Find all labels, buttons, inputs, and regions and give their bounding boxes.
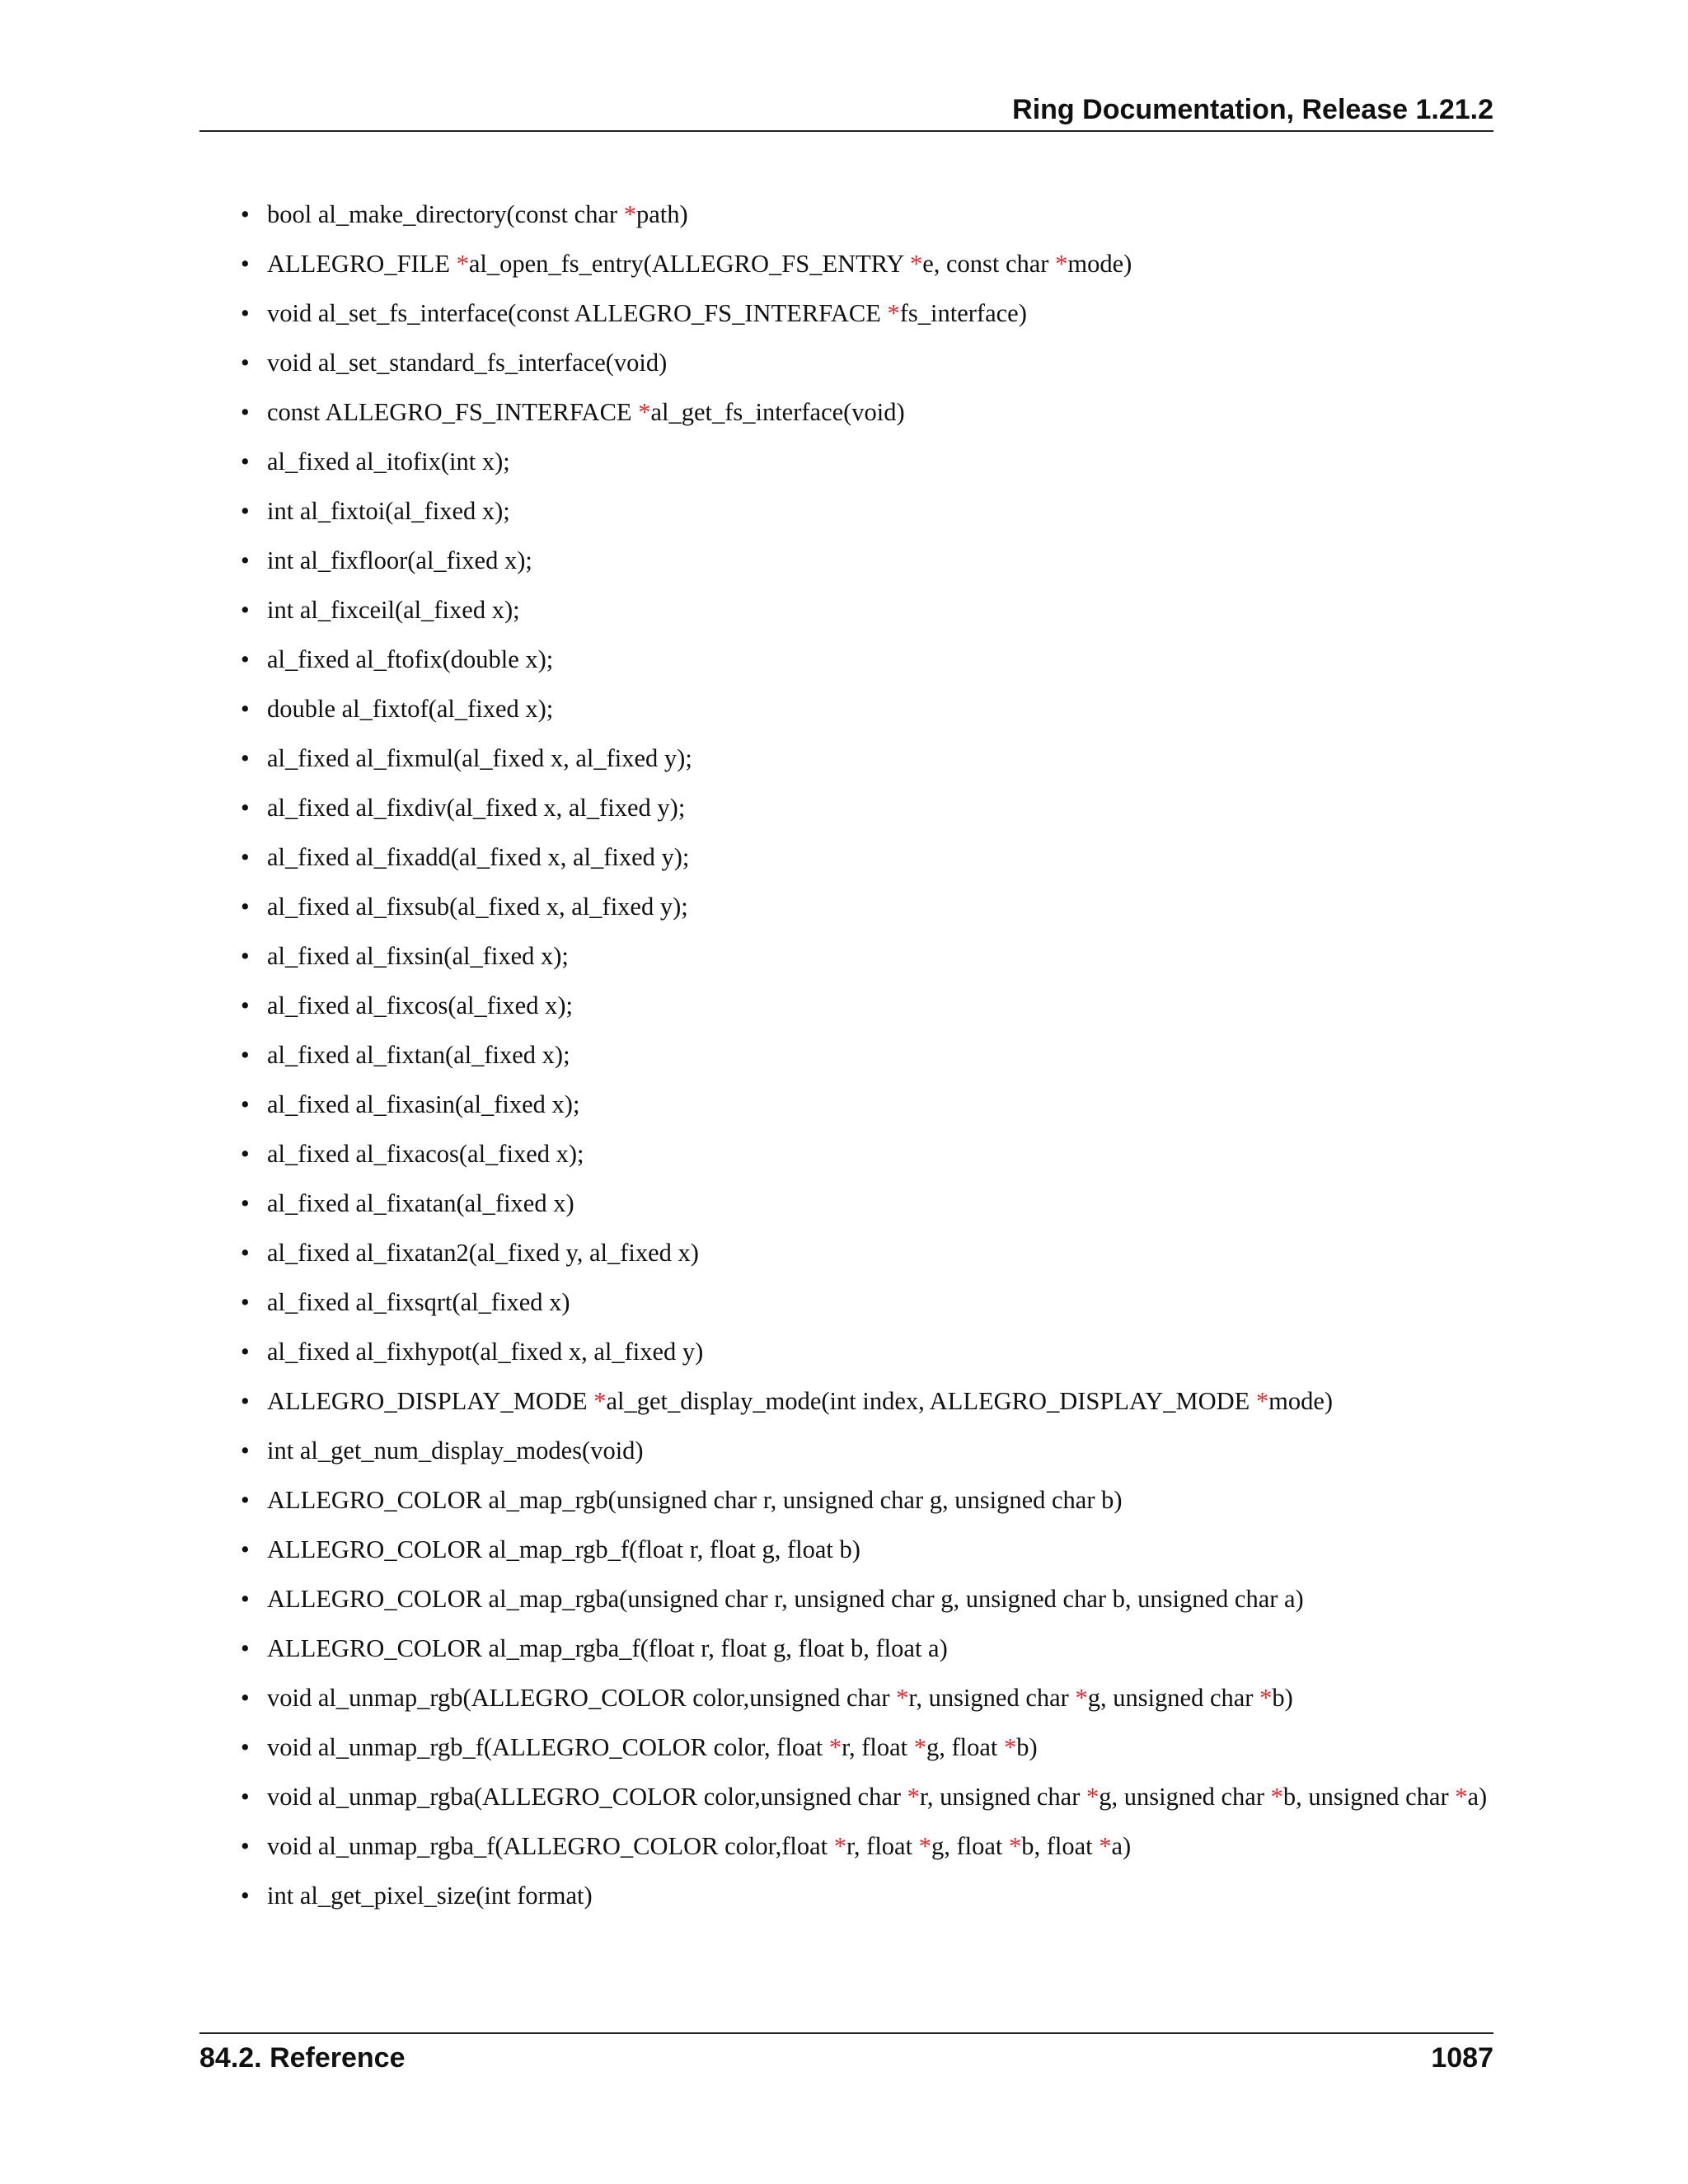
list-item bbox=[241, 791, 1495, 824]
page-number: 1087 bbox=[1431, 2042, 1493, 2074]
bullet-icon: • bbox=[241, 200, 250, 228]
list-item bbox=[241, 1731, 1495, 1764]
list-item bbox=[241, 1236, 1495, 1269]
function-signature: al_fixed al_fixasin(al_fixed x); bbox=[267, 1090, 580, 1118]
pointer-star: * bbox=[638, 398, 651, 426]
list-item bbox=[241, 544, 1495, 577]
function-signature: al_fixed al_fixtan(al_fixed x); bbox=[267, 1041, 570, 1069]
pointer-star: * bbox=[1099, 1832, 1112, 1860]
list-item bbox=[241, 742, 1495, 775]
bullet-icon: • bbox=[241, 1140, 250, 1168]
document-title: Ring Documentation, Release 1.21.2 bbox=[1012, 94, 1493, 125]
bullet-icon: • bbox=[241, 497, 250, 525]
list-item bbox=[241, 247, 1495, 280]
function-signature: int al_fixfloor(al_fixed x); bbox=[267, 546, 532, 574]
bullet-icon: • bbox=[241, 1733, 250, 1761]
function-list bbox=[241, 198, 1495, 1929]
list-item bbox=[241, 1286, 1495, 1319]
bullet-icon: • bbox=[241, 1239, 250, 1267]
list-item bbox=[241, 494, 1495, 527]
pointer-star: * bbox=[1004, 1733, 1017, 1761]
bullet-icon: • bbox=[241, 1041, 250, 1069]
list-item bbox=[241, 890, 1495, 923]
bullet-icon: • bbox=[241, 942, 250, 970]
bullet-icon: • bbox=[241, 1090, 250, 1118]
list-item bbox=[241, 1681, 1495, 1714]
function-signature: void al_unmap_rgb_f(ALLEGRO_COLOR color, float *r, float *g, float *b) bbox=[267, 1733, 1038, 1761]
pointer-star: * bbox=[1259, 1684, 1273, 1712]
list-item bbox=[241, 1335, 1495, 1368]
bullet-icon: • bbox=[241, 1436, 250, 1465]
bullet-icon: • bbox=[241, 1189, 250, 1217]
function-signature: ALLEGRO_COLOR al_map_rgb_f(float r, float g, float b) bbox=[267, 1535, 860, 1563]
function-signature: al_fixed al_fixacos(al_fixed x); bbox=[267, 1140, 584, 1168]
pointer-star: * bbox=[913, 1733, 927, 1761]
function-signature: ALLEGRO_COLOR al_map_rgba(unsigned char r, unsigned char g, unsigned char b, unsigned char a) bbox=[267, 1585, 1304, 1613]
list-item bbox=[241, 989, 1495, 1022]
list-item bbox=[241, 841, 1495, 874]
function-signature: void al_unmap_rgba_f(ALLEGRO_COLOR color,float *r, float *g, float *b, float *a) bbox=[267, 1832, 1132, 1860]
function-signature: al_fixed al_ftofix(double x); bbox=[267, 645, 554, 673]
bullet-icon: • bbox=[241, 250, 250, 278]
pointer-star: * bbox=[1055, 250, 1068, 278]
list-item bbox=[241, 396, 1495, 429]
function-signature: al_fixed al_fixcos(al_fixed x); bbox=[267, 991, 573, 1019]
pointer-star: * bbox=[1075, 1684, 1088, 1712]
function-signature: double al_fixtof(al_fixed x); bbox=[267, 695, 554, 723]
list-item bbox=[241, 1385, 1495, 1418]
function-signature: ALLEGRO_FILE *al_open_fs_entry(ALLEGRO_FS_ENTRY *e, const char *mode) bbox=[267, 250, 1132, 278]
bullet-icon: • bbox=[241, 1387, 250, 1415]
pointer-star: * bbox=[1255, 1387, 1269, 1415]
pointer-star: * bbox=[1270, 1783, 1283, 1811]
section-label: 84.2. Reference bbox=[199, 2042, 406, 2074]
pointer-star: * bbox=[623, 200, 637, 228]
list-item bbox=[241, 1187, 1495, 1220]
bullet-icon: • bbox=[241, 1338, 250, 1366]
pointer-star: * bbox=[833, 1832, 846, 1860]
function-signature: ALLEGRO_COLOR al_map_rgba_f(float r, float g, float b, float a) bbox=[267, 1634, 948, 1662]
function-signature: al_fixed al_fixatan(al_fixed x) bbox=[267, 1189, 574, 1217]
function-signature: al_fixed al_itofix(int x); bbox=[267, 448, 510, 476]
bullet-icon: • bbox=[241, 349, 250, 377]
list-item bbox=[241, 1088, 1495, 1121]
pointer-star: * bbox=[907, 1783, 920, 1811]
list-item bbox=[241, 1434, 1495, 1467]
function-signature: ALLEGRO_COLOR al_map_rgb(unsigned char r, unsigned char g, unsigned char b) bbox=[267, 1486, 1123, 1514]
function-signature: int al_get_num_display_modes(void) bbox=[267, 1436, 644, 1465]
pointer-star: * bbox=[1085, 1783, 1100, 1811]
list-item bbox=[241, 346, 1495, 379]
bullet-icon: • bbox=[241, 645, 250, 673]
bullet-icon: • bbox=[241, 596, 250, 624]
list-item bbox=[241, 1780, 1495, 1813]
bullet-icon: • bbox=[241, 1634, 250, 1662]
list-item bbox=[241, 198, 1495, 231]
list-item bbox=[241, 692, 1495, 725]
function-signature: void al_unmap_rgb(ALLEGRO_COLOR color,unsigned char *r, unsigned char *g, unsigned char *b) bbox=[267, 1684, 1293, 1712]
pointer-star: * bbox=[896, 1684, 909, 1712]
list-item bbox=[241, 940, 1495, 972]
list-item bbox=[241, 445, 1495, 478]
function-signature: al_fixed al_fixsin(al_fixed x); bbox=[267, 942, 569, 970]
function-signature: ALLEGRO_DISPLAY_MODE *al_get_display_mode(int index, ALLEGRO_DISPLAY_MODE *mode) bbox=[267, 1387, 1334, 1415]
function-signature: const ALLEGRO_FS_INTERFACE *al_get_fs_interface(void) bbox=[267, 398, 905, 426]
pointer-star: * bbox=[887, 299, 900, 327]
bullet-icon: • bbox=[241, 991, 250, 1019]
function-signature: al_fixed al_fixdiv(al_fixed x, al_fixed y); bbox=[267, 794, 686, 822]
pointer-star: * bbox=[456, 250, 469, 278]
bullet-icon: • bbox=[241, 448, 250, 476]
function-signature: int al_get_pixel_size(int format) bbox=[267, 1882, 593, 1910]
function-signature: void al_set_fs_interface(const ALLEGRO_FS_INTERFACE *fs_interface) bbox=[267, 299, 1027, 327]
function-signature: al_fixed al_fixmul(al_fixed x, al_fixed y); bbox=[267, 744, 692, 772]
bullet-icon: • bbox=[241, 744, 250, 772]
list-item bbox=[241, 1137, 1495, 1170]
bullet-icon: • bbox=[241, 299, 250, 327]
list-item bbox=[241, 1038, 1495, 1071]
page-footer bbox=[199, 2032, 1493, 2082]
bullet-icon: • bbox=[241, 893, 250, 921]
bullet-icon: • bbox=[241, 1783, 250, 1811]
bullet-icon: • bbox=[241, 695, 250, 723]
function-signature: void al_set_standard_fs_interface(void) bbox=[267, 349, 668, 377]
bullet-icon: • bbox=[241, 1585, 250, 1613]
function-signature: bool al_make_directory(const char *path) bbox=[267, 200, 688, 228]
bullet-icon: • bbox=[241, 843, 250, 871]
bullet-icon: • bbox=[241, 398, 250, 426]
function-signature: al_fixed al_fixadd(al_fixed x, al_fixed y); bbox=[267, 843, 690, 871]
pointer-star: * bbox=[1008, 1832, 1022, 1860]
list-item bbox=[241, 1582, 1495, 1615]
function-signature: void al_unmap_rgba(ALLEGRO_COLOR color,unsigned char *r, unsigned char *g, unsigned char *b, unsigned char *a) bbox=[267, 1783, 1488, 1811]
bullet-icon: • bbox=[241, 1832, 250, 1860]
bullet-icon: • bbox=[241, 1288, 250, 1316]
bullet-icon: • bbox=[241, 1535, 250, 1563]
bullet-icon: • bbox=[241, 794, 250, 822]
function-signature: al_fixed al_fixsqrt(al_fixed x) bbox=[267, 1288, 570, 1316]
pointer-star: * bbox=[593, 1387, 607, 1415]
function-signature: int al_fixceil(al_fixed x); bbox=[267, 596, 520, 624]
function-signature: al_fixed al_fixatan2(al_fixed y, al_fixed x) bbox=[267, 1239, 699, 1267]
list-item bbox=[241, 593, 1495, 626]
function-signature: al_fixed al_fixhypot(al_fixed x, al_fixed y) bbox=[267, 1338, 704, 1366]
bullet-icon: • bbox=[241, 546, 250, 574]
page-header bbox=[199, 89, 1493, 132]
list-item bbox=[241, 1830, 1495, 1863]
list-item bbox=[241, 1533, 1495, 1566]
list-item bbox=[241, 297, 1495, 330]
list-item bbox=[241, 1879, 1495, 1912]
pointer-star: * bbox=[909, 250, 923, 278]
bullet-icon: • bbox=[241, 1882, 250, 1910]
pointer-star: * bbox=[918, 1832, 931, 1860]
bullet-icon: • bbox=[241, 1486, 250, 1514]
function-signature: al_fixed al_fixsub(al_fixed x, al_fixed y); bbox=[267, 893, 688, 921]
bullet-icon: • bbox=[241, 1684, 250, 1712]
list-item bbox=[241, 643, 1495, 676]
function-signature: int al_fixtoi(al_fixed x); bbox=[267, 497, 510, 525]
list-item bbox=[241, 1632, 1495, 1665]
pointer-star: * bbox=[1455, 1783, 1468, 1811]
list-item bbox=[241, 1483, 1495, 1516]
pointer-star: * bbox=[828, 1733, 842, 1761]
